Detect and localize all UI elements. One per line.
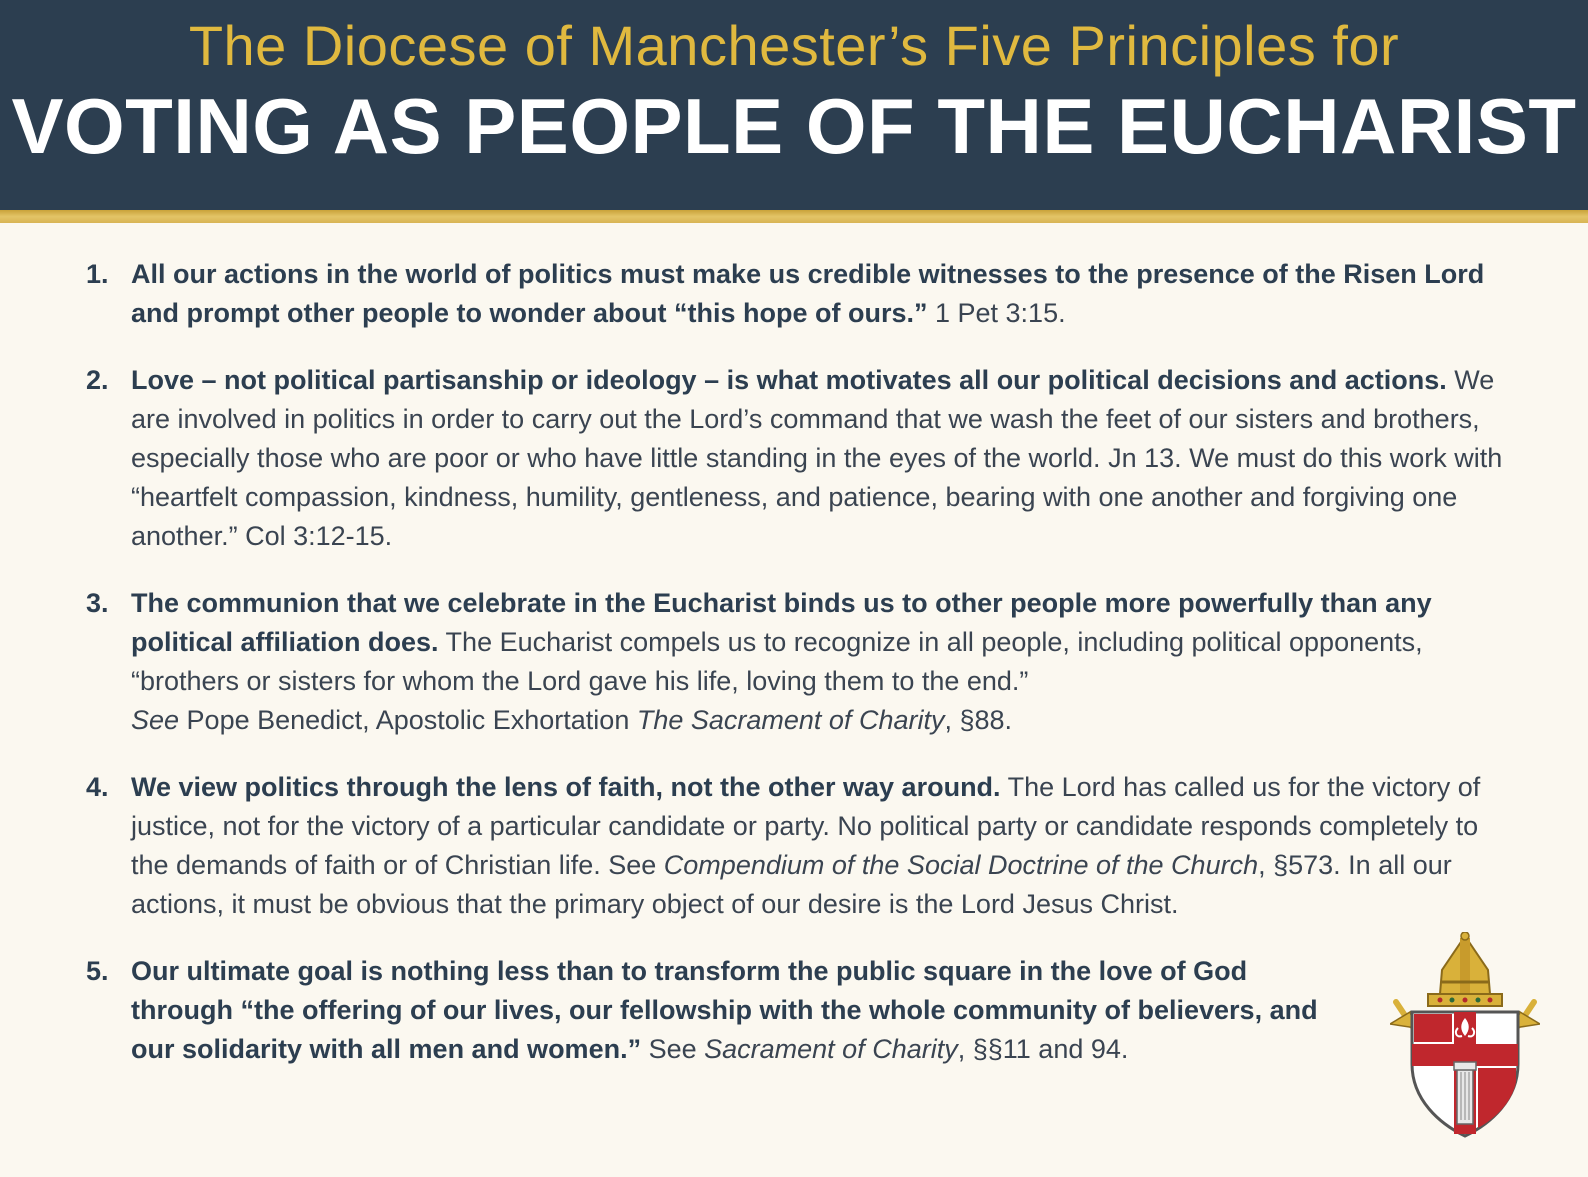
principle-heading: Our ultimate goal is nothing less than to transform the public square in the love of God through “the offering of our lives, our fellowship with the whole community of believers, and our solidarity with all men and women.” <box>131 956 1318 1064</box>
reference-section: , §88. <box>944 705 1013 735</box>
principle-number: 3. <box>86 588 109 618</box>
principle-text: The Lord has called us for the victory of justice, not for the victory of a particular candidate or party. No political party or candidate responds completely to the demands of faith or of Christian life. See <box>131 772 1481 880</box>
principle-heading: We view politics through the lens of faith, not the other way around. <box>131 772 1001 802</box>
reference-source: Pope Benedict, Apostolic Exhortation <box>179 705 637 735</box>
principle-text: The Eucharist compels us to recognize in all people, including political opponents, “brothers or sisters for whom the Lord gave his life, loving them to the end.” <box>131 627 1423 696</box>
principle-4 <box>0 768 1588 924</box>
reference-see: See <box>131 705 180 735</box>
principle-number: 4. <box>86 772 109 802</box>
principle-heading: All our actions in the world of politics must make us credible witnesses to the presence of the Risen Lord and prompt other people to wonder about “this hope of ours.” <box>131 259 1485 328</box>
principle-text: We are involved in politics in order to carry out the Lord’s command that we wash the feet of our sisters and brothers, especially those who are poor or who have little standing in the eyes of the world. Jn 13. We must do this work with “heartfelt compassion, kindness, humility, gentleness, and patience, bearing with one another and forgiving one another.” Col 3:12-15. <box>131 365 1503 551</box>
principle-2 <box>0 361 1588 556</box>
page-subtitle: The Diocese of Manchester’s Five Principles for <box>188 14 1400 77</box>
principle-5 <box>0 952 1588 1069</box>
principle-1 <box>0 255 1588 333</box>
principle-number: 2. <box>86 365 109 395</box>
principle-heading: Love – not political partisanship or ideology – is what motivates all our political decisions and actions. <box>131 365 1447 395</box>
reference-title: The Sacrament of Charity <box>636 705 945 735</box>
reference-title: Sacrament of Charity <box>704 1034 958 1064</box>
principle-3 <box>0 584 1588 740</box>
principle-number: 5. <box>86 956 109 986</box>
diocese-coat-of-arms-icon <box>1390 932 1540 1142</box>
principle-number: 1. <box>86 259 109 289</box>
principles-list <box>0 255 1588 1097</box>
principle-text-continued: , §573. In all our actions, it must be obvious that the primary object of our desire is the Lord Jesus Christ. <box>131 850 1452 919</box>
reference-title: Compendium of the Social Doctrine of the Church <box>663 850 1259 880</box>
page-title: VOTING AS PEOPLE OF THE EUCHARIST <box>11 82 1577 170</box>
principle-heading: The communion that we celebrate in the Eucharist binds us to other people more powerfully than any political affiliation does. <box>131 588 1432 657</box>
reference-section: , §§11 and 94. <box>957 1034 1129 1064</box>
principle-text: 1 Pet 3:15. <box>927 298 1066 328</box>
principle-text: See <box>641 1034 705 1064</box>
header-banner <box>0 0 1588 210</box>
gold-divider <box>0 210 1588 223</box>
